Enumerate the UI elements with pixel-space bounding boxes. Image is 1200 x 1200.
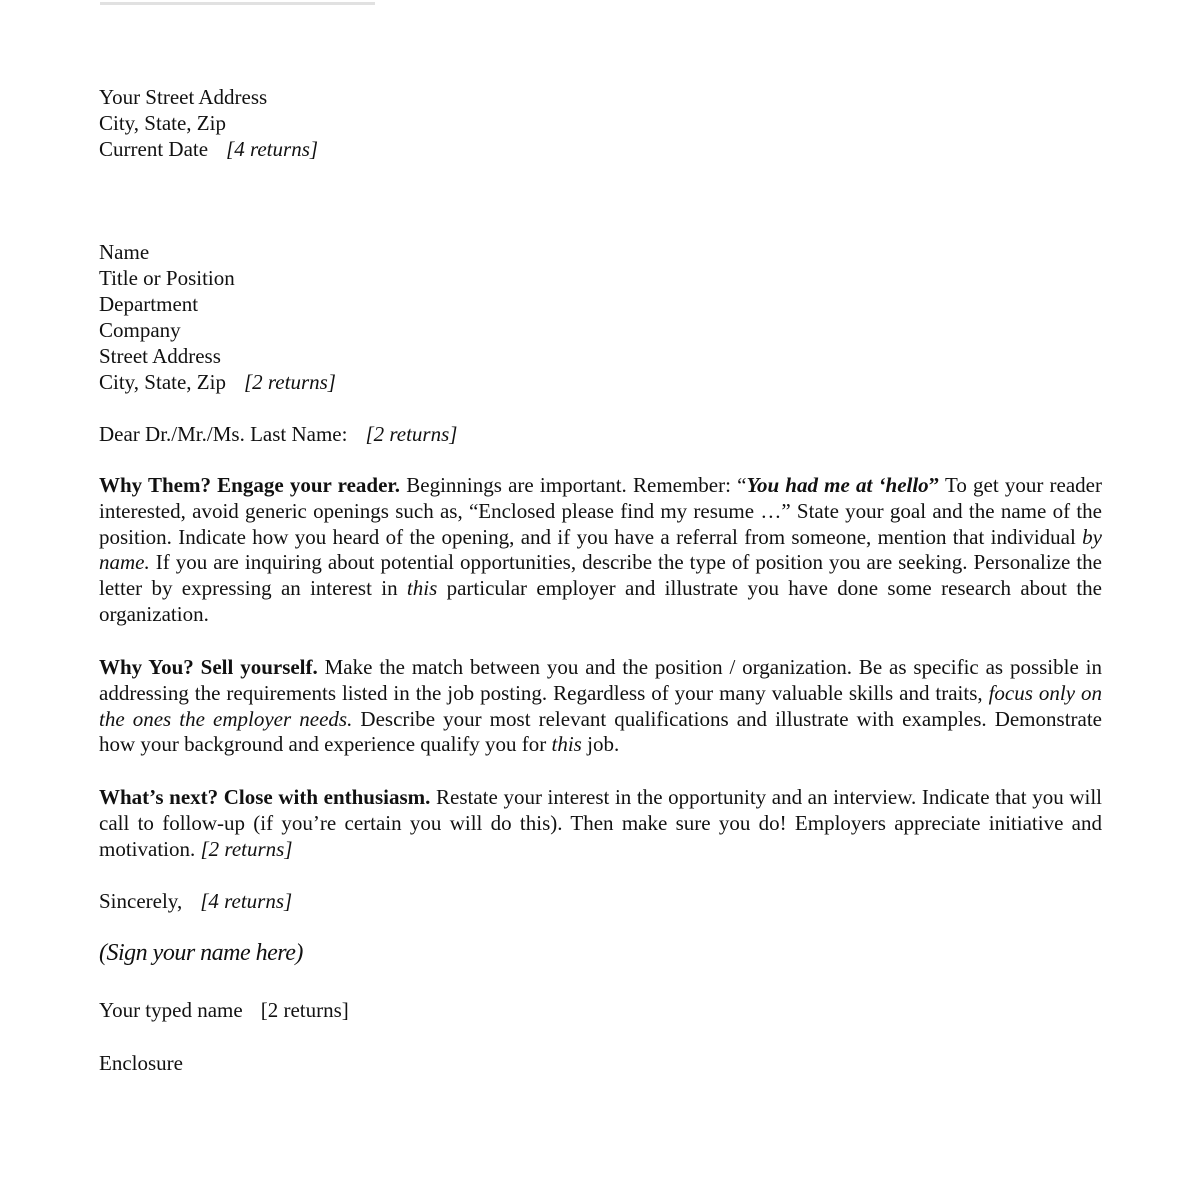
paragraph-why-them xyxy=(99,473,1102,628)
paragraph-whats-next xyxy=(99,785,1102,862)
enclosure-line: Enclosure xyxy=(99,1051,183,1075)
return-note: [2 returns] xyxy=(243,370,336,394)
recipient-department: Department xyxy=(99,292,199,316)
recipient-street: Street Address xyxy=(99,344,221,368)
recipient-city-state-zip: City, State, Zip xyxy=(99,370,226,394)
return-note: [2 returns] xyxy=(260,998,349,1022)
typed-name: Your typed name xyxy=(99,998,243,1022)
return-note: [4 returns] xyxy=(226,137,319,161)
emphasis-text: focus only on the ones the employer needs. xyxy=(99,680,1102,731)
emphasis-text: this xyxy=(551,732,582,757)
quote-close: ” xyxy=(928,473,940,497)
return-note: [2 returns] xyxy=(200,836,293,861)
paragraph-text: job. xyxy=(581,732,620,757)
paragraph-text: If you are inquiring about potential opportunities, describe the type of position you are seeking. Personalize the letter by expressing an interest in xyxy=(99,550,1102,601)
salutation xyxy=(99,421,457,447)
paragraph-heading: What’s next? Close with enthusiasm. xyxy=(99,785,431,809)
paragraph-text: Restate your interest in the opportunity and an interview. Indicate that you will call to follow-up (if you’re certain you will do this). Then make sure you do! Employers appreciate initiative and motivation. xyxy=(99,785,1102,861)
recipient-address-block xyxy=(99,239,336,395)
sender-address-block xyxy=(99,84,318,162)
return-note: [2 returns] xyxy=(365,422,458,446)
recipient-title: Title or Position xyxy=(99,266,235,290)
recipient-name: Name xyxy=(99,240,150,264)
closing xyxy=(99,888,292,914)
paragraph-why-you xyxy=(99,655,1102,758)
paragraph-text: Describe your most relevant qualifications and illustrate with examples. Demonstrate how your background and experience qualify you for xyxy=(99,706,1102,757)
paragraph-heading: Why Them? Engage your reader. xyxy=(99,473,401,497)
sender-city-state-zip: City, State, Zip xyxy=(99,111,226,135)
quote-text: You had me at ‘hello xyxy=(746,473,929,497)
paragraph-text: Make the match between you and the position / organization. Be as specific as possible in addressing the requirements listed in the job posting. Regardless of your many valuable skills and traits, xyxy=(99,655,1102,705)
signature-placeholder: (Sign your name here) xyxy=(99,940,303,966)
emphasis-text: by name. xyxy=(99,524,1102,575)
sender-street: Your Street Address xyxy=(99,85,268,109)
paragraph-text: To get your reader interested, avoid generic openings such as, “Enclosed please find my resume …” State your goal and the name of the position. Indicate how you heard of the opening, and if you have a referral from someone, mention that individual xyxy=(99,473,1102,549)
typed-name-line xyxy=(99,997,349,1023)
salutation-text: Dear Dr./Mr./Ms. Last Name: xyxy=(99,422,348,446)
current-date: Current Date xyxy=(99,137,209,161)
paragraph-heading: Why You? Sell yourself. xyxy=(99,655,318,679)
recipient-company: Company xyxy=(99,318,181,342)
closing-text: Sincerely, xyxy=(99,889,183,913)
current-date-line xyxy=(99,136,318,162)
paragraph-text: Beginnings are important. Remember: “ xyxy=(400,473,747,497)
emphasis-text: this xyxy=(406,576,438,601)
return-note: [4 returns] xyxy=(200,889,293,913)
recipient-city-line xyxy=(99,369,336,395)
cropped-header-line xyxy=(100,0,375,5)
paragraph-text: particular employer and illustrate you have done some research about the organization. xyxy=(99,576,1102,626)
